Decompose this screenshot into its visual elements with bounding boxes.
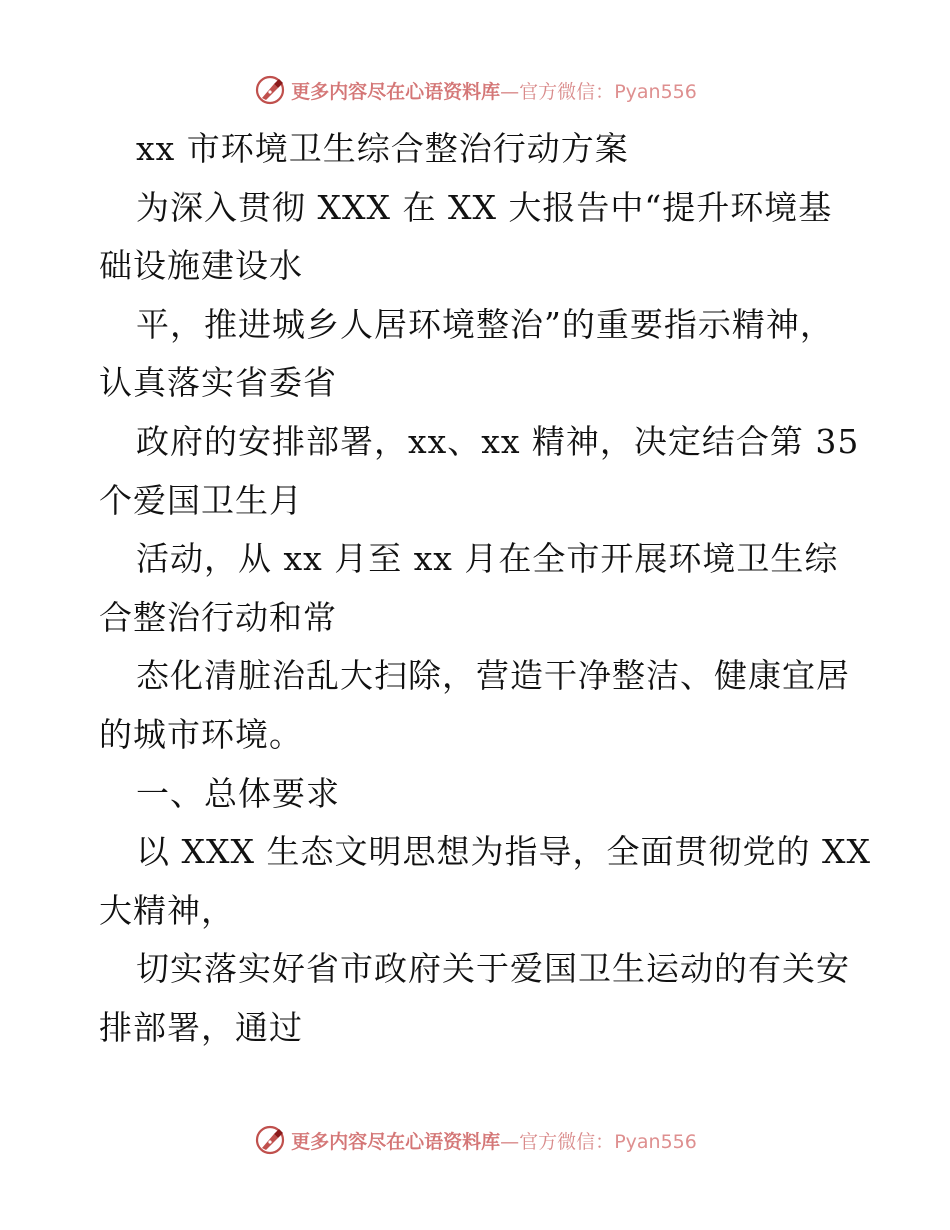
paragraph-line: 为深入贯彻 XXX 在 XX 大报告中“提升环境基 [136,187,833,227]
footer-banner-text [291,1127,697,1154]
paragraph-line: 合整治行动和常 [99,597,337,637]
paragraph-line: 切实落实好省市政府关于爱国卫生运动的有关安 [136,949,850,989]
header-banner-text [291,77,697,104]
banner-wechat-label: 官方微信： [519,80,615,103]
banner-wechat-label: 官方微信： [519,1130,615,1153]
section-heading: 一、总体要求 [136,773,340,813]
paragraph-line: 以 XXX 生态文明思想为指导，全面贯彻党的 XX [136,832,871,872]
paragraph-line: 大精神， [99,890,235,930]
banner-wechat-id: Pyan556 [614,1130,697,1153]
banner-main-text: 更多内容尽在心语资料库 [291,80,501,103]
document-body [99,120,871,1058]
paragraph-line: 政府的安排部署，xx、xx 精神，决定结合第 35 [136,421,860,461]
footer-banner [0,1120,950,1160]
banner-main-text: 更多内容尽在心语资料库 [291,1130,501,1153]
paragraph-line: 平，推进城乡人居环境整治”的重要指示精神， [136,304,834,344]
banner-wechat-id: Pyan556 [614,80,697,103]
paragraph-line: 个爱国卫生月 [99,480,303,520]
paragraph-line: 认真落实省委省 [99,363,337,403]
header-banner [0,70,950,110]
banner-separator: — [500,80,520,103]
banner-separator: — [500,1130,520,1153]
paragraph-line: 础设施建设水 [99,246,303,286]
document-title: xx 市环境卫生综合整治行动方案 [136,129,629,168]
pen-nib-circle-icon [253,73,287,107]
paragraph-line: 活动，从 xx 月至 xx 月在全市开展环境卫生综 [136,539,839,579]
paragraph-line: 态化清脏治乱大扫除，营造干净整洁、健康宜居 [136,656,850,696]
pen-nib-circle-icon [253,1123,287,1157]
paragraph-line: 排部署，通过 [99,1007,303,1047]
paragraph-line: 的城市环境。 [99,714,303,754]
